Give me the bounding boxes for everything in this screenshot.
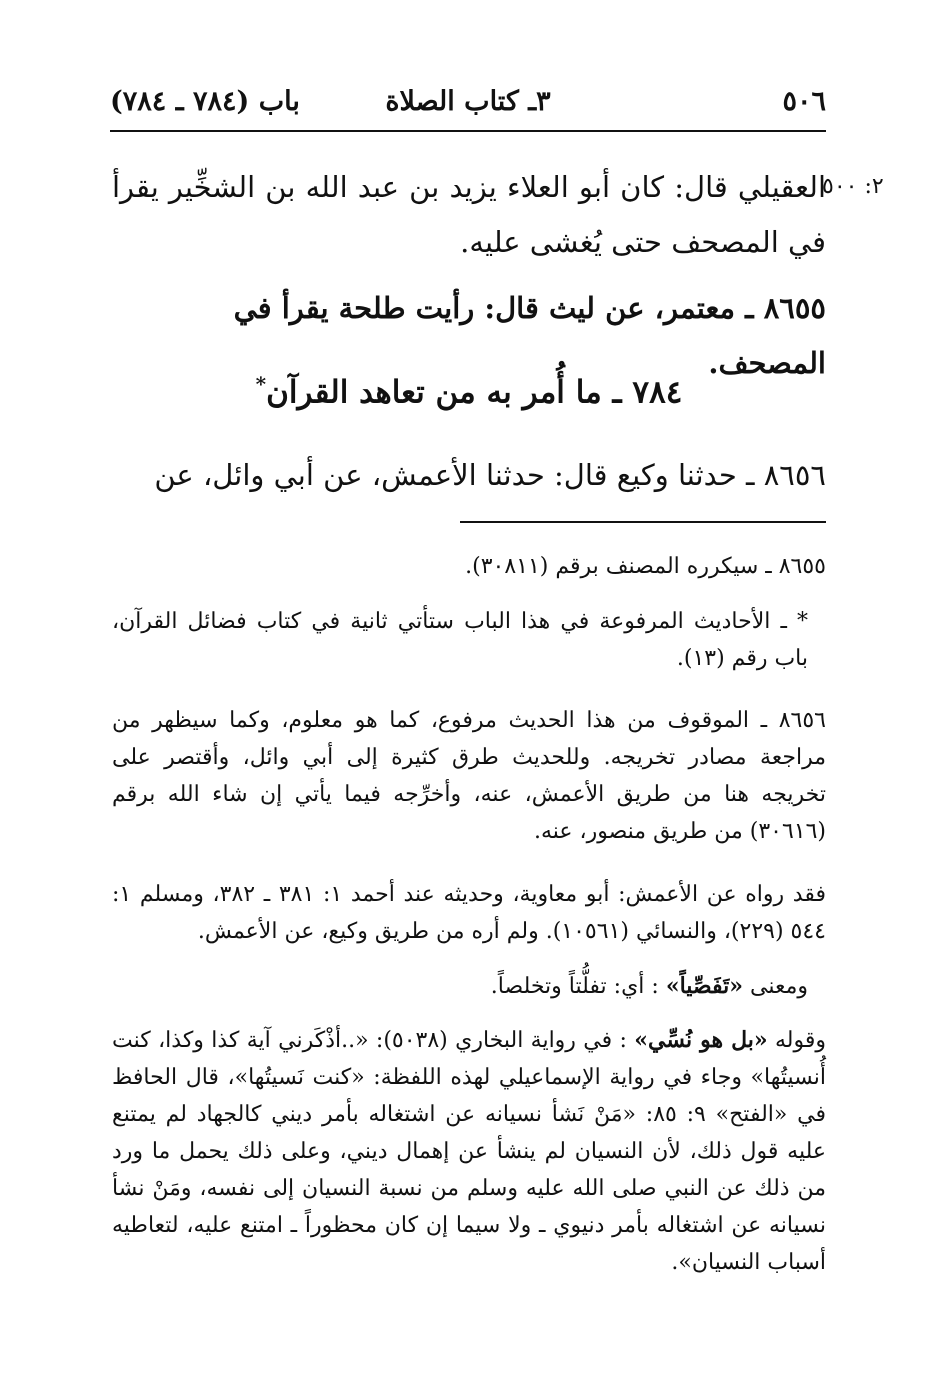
hadith-8656	[112, 448, 826, 503]
main-text: العقيلي قال: كان أبو العلاء يزيد بن عبد الله بن الشخِّير يقرأ في المصحف حتى يُغشى عليه.	[112, 170, 826, 259]
footnote-5	[112, 968, 808, 1005]
hadith-text: ٨٦٥٦ ـ حدثنا وكيع قال: حدثنا الأعمش، عن أبي وائل، عن	[154, 458, 826, 492]
footnote-2	[112, 603, 808, 677]
footnote-rest: : في رواية البخاري (٥٠٣٨): «..أذْكَرني آية كذا وكذا، كنت أُنسيتُها» وجاء في رواية الإسماعيلي لهذه اللفظة: «كنت نَسيتُها»، قال الحافظ في «الفتح» ٩: ٨٥: «مَنْ نَشأ نسيانه عن اشتغاله بأمر ديني كالجهاد لم يمتنع عليه قول ذلك، لأن النسيان لم ينشأ عن إهمال ديني، وعلى ذلك يحمل ما ورد من ذلك عن النبي صلى الله عليه وسلم من نسبة النسيان إلى نفسه، ومَنْ نشأ نسيانه عن اشتغاله بأمر دنيوي ـ ولا سيما إن كان محظوراً ـ امتنع عليه، لتعاطيه أسباب النسيان».	[112, 1028, 826, 1275]
footnote-1	[112, 548, 826, 585]
header-divider	[110, 130, 826, 132]
footnote-text: * ـ الأحاديث المرفوعة في هذا الباب ستأتي ثانية في كتاب فضائل القرآن، باب رقم (١٣).	[112, 609, 808, 671]
footnote-text	[112, 1022, 826, 1281]
footnote-rest: : أي: تفلُّتاً وتخلصاً.	[490, 974, 659, 999]
footnote-text: فقد رواه عن الأعمش: أبو معاوية، وحديثه عند أحمد ١: ٣٨١ ـ ٣٨٢، ومسلم ١: ٥٤٤ (٢٢٩)، والنسائي (١٠٥٦١). ولم أره من طريق وكيع، عن الأعمش.	[112, 882, 827, 944]
book-title: ٣ـ كتاب الصلاة	[385, 86, 551, 117]
footnote-4	[112, 876, 826, 950]
footnote-3	[112, 702, 826, 850]
footnote-prefix: ومعنى	[750, 974, 808, 999]
page-number: ٥٠٦	[782, 86, 826, 117]
footnote-term: «بل هو نُسِّي»	[634, 1027, 768, 1053]
margin-reference: ٢: ٥٠٠	[822, 174, 884, 199]
hadith-text: ٨٦٥٥ ـ معتمر، عن ليث قال: رأيت طلحة يقرأ في المصحف.	[233, 291, 826, 380]
footnote-text: ٨٦٥٦ ـ الموقوف من هذا الحديث مرفوع، كما هو معلوم، وكما سيظهر من مراجعة مصادر تخريجه. وللحديث طرق كثيرة إلى أبي وائل، وأقتصر على تخريجه هنا من طريق الأعمش، عنه، وأخرِّجه فيما يأتي إن شاء الله برقم (٣٠٦١٦) من طريق منصور، عنه.	[112, 708, 826, 844]
footnote-divider	[460, 521, 826, 523]
chapter-range: باب (٧٨٤ ـ ٧٨٤)	[110, 86, 300, 117]
footnote-term: «تَفَصِّياً»	[665, 973, 743, 999]
main-paragraph-1	[112, 160, 826, 270]
page-header	[110, 82, 826, 122]
chapter-heading-text: ٧٨٤ ـ ما أُمر به من تعاهد القرآن	[266, 374, 683, 411]
chapter-heading	[0, 372, 938, 410]
footnote-text: ٨٦٥٥ ـ سيكرره المصنف برقم (٣٠٨١١).	[465, 554, 826, 579]
footnote-text	[112, 968, 808, 1005]
chapter-heading-mark: *	[255, 372, 267, 396]
footnote-prefix: وقوله	[775, 1028, 827, 1053]
footnote-6	[112, 1022, 826, 1281]
